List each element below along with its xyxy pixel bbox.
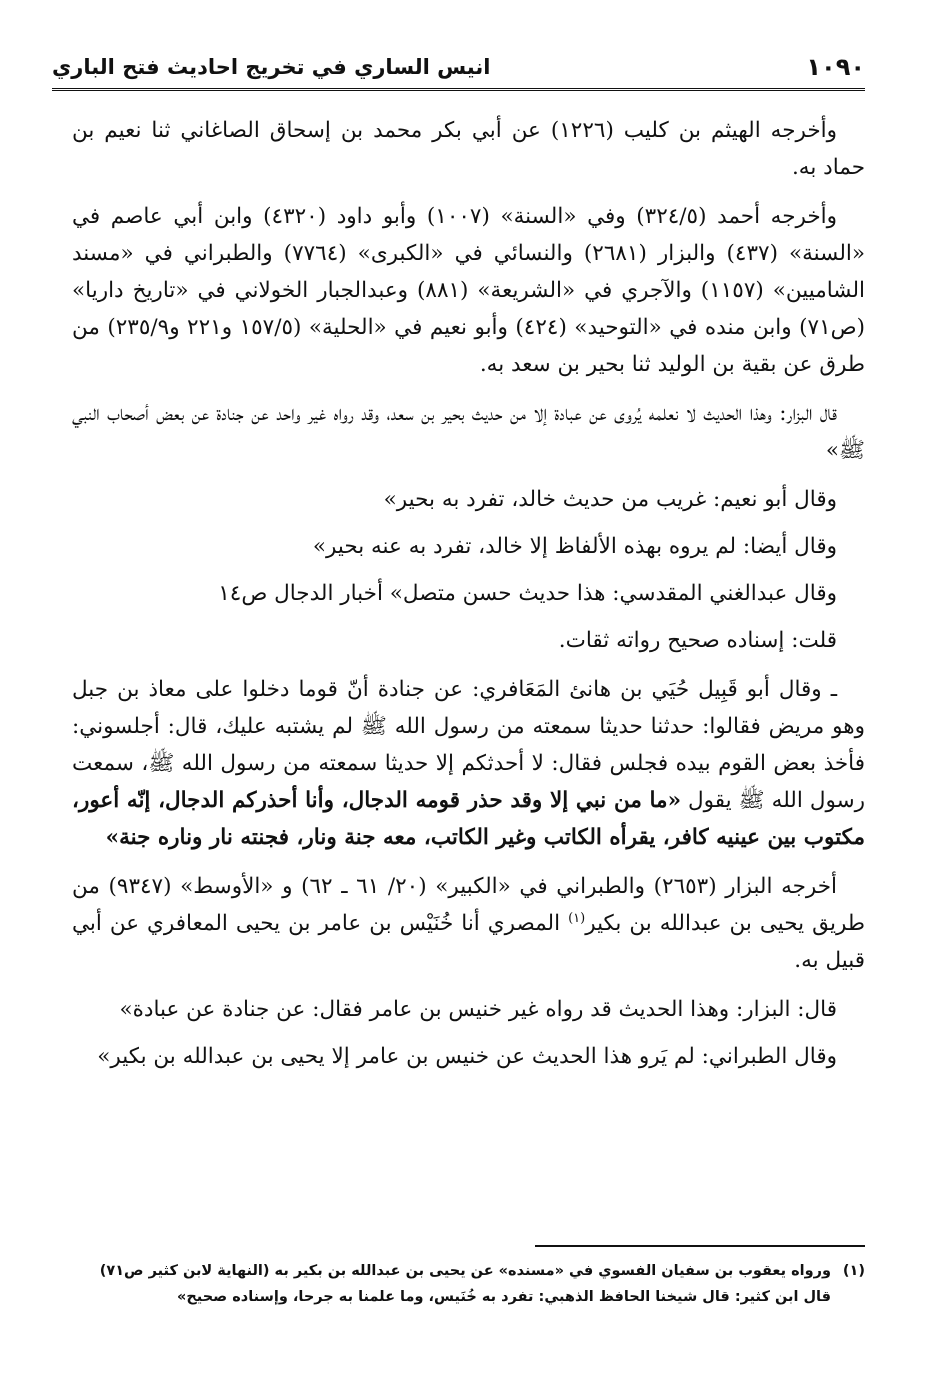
paragraph-abu-nuaym-also: وقال أيضا: لم يروه بهذه الألفاظ إلا خالد، تفرد به عنه بحير» <box>312 534 837 559</box>
page-header <box>52 46 865 91</box>
paragraph-tabarani: وقال الطبراني: لم يَرو هذا الحديث عن خنيس بن عامر إلا يحيى بن عبدالله بن بكير» <box>97 1044 837 1069</box>
paragraph-verdict: قلت: إسناده صحيح رواته ثقات. <box>558 628 837 653</box>
paragraph-haytham: وأخرجه الهيثم بن كليب (١٢٢٦) عن أبي بكر محمد بن إسحاق الصاغاني ثنا نعيم بن حماد به. <box>72 118 865 180</box>
main-text <box>72 112 865 1085</box>
footnote-number: (١) <box>842 1263 865 1279</box>
footnote-divider <box>535 1245 865 1247</box>
hadith-matn: «ما من نبي إلا وقد حذر قومه الدجال، وأنا أحذركم الدجال، إنّه أعور، مكتوب بين عينيه كافر، يقرأه الكاتب وغير الكاتب، معه جنة ونار، فجنته نار وناره جنة» <box>72 788 865 850</box>
footnote-line-2: قال ابن كثير: قال شيخنا الحافظ الذهبي: تفرد به خُنَيس، وما علمنا به جرحا، وإسناده صحيح» <box>176 1289 831 1305</box>
paragraph-maqdisi: وقال عبدالغني المقدسي: هذا حديث حسن متصل» أخبار الدجال ص١٤ <box>218 581 837 606</box>
takhrij-text-before: أخرجه البزار (٢٦٥٣) والطبراني في «الكبير» (٢٠/ ٦١ ـ ٦٢) و «الأوسط» (٩٣٤٧) من طريق يحيى بن عبدالله بن بكير <box>72 874 866 936</box>
paragraph-hadith <box>72 671 865 856</box>
page-number: ١٠٩٠ <box>806 53 865 81</box>
paragraph-abu-nuaym: وقال أبو نعيم: غريب من حديث خالد، تفرد به بحير» <box>383 487 837 512</box>
paragraph-ahmad-takhrij: وأخرجه أحمد (٣٢٤/٥) وفي «السنة» (١٠٠٧) وأبو داود (٤٣٢٠) وابن أبي عاصم في «السنة» (٤٣٧) والبزار (٢٦٨١) والنسائي في «الكبرى» (٧٧٦٤) والطبراني في «مسند الشاميين» (١١٥٧) والآجري في «الشريعة» (٨٨١) وعبدالجبار الخولاني في «تاريخ داريا» (ص٧١) وابن منده في «التوحيد» (٤٢٤) وأبو نعيم في «الحلية» (١٥٧/٥ و٢٢١ و٢٣٥/٩) من طرق عن بقية بن الوليد ثنا بحير بن سعد به. <box>72 204 866 377</box>
footnotes <box>72 1258 865 1310</box>
hadith-narration: ـ وقال أبو قَبِيل حُيَي بن هانئ المَعَافري: عن جنادة أنّ قوما دخلوا على معاذ بن جبل وهو مريض فقالوا: حدثنا حديثا سمعته من رسول الله ﷺ لم يشتبه عليك، قال: أجلسوني: فأخذ بعض القوم بيده فجلس فقال: لا أحدثكم إلا حديثا سمعته من رسول الله ﷺ، سمعت رسول الله ﷺ يقول <box>72 677 865 813</box>
footnote-text-1: ورواه يعقوب بن سفيان الفسوي في «مسنده» عن يحيى بن عبدالله بن بكير به (النهاية لابن كثير ص٧١) <box>99 1263 831 1279</box>
paragraph-bazzar-qala: قال: البزار: وهذا الحديث قد رواه غير خنيس بن عامر فقال: عن جنادة عن عبادة» <box>119 997 837 1022</box>
running-title: انيس الساري في تخريج احاديث فتح الباري <box>52 55 491 79</box>
paragraph-bazzar-comment: قال البزار: وهذا الحديث لا نعلمه يُروى عن عبادة إلا من حديث بحير بن سعد، وقد رواه غير واحد عن جنادة عن بعض أصحاب النبي ﷺ» <box>72 401 865 463</box>
footnote-line-1 <box>72 1258 865 1284</box>
takhrij-text-after: المصري أنا خُنَيْس بن عامر بن يحيى المعافري عن أبي قبيل به. <box>72 911 865 973</box>
paragraph-bazzar-takhrij <box>72 868 865 979</box>
footnote-reference[interactable]: (١) <box>568 910 586 926</box>
